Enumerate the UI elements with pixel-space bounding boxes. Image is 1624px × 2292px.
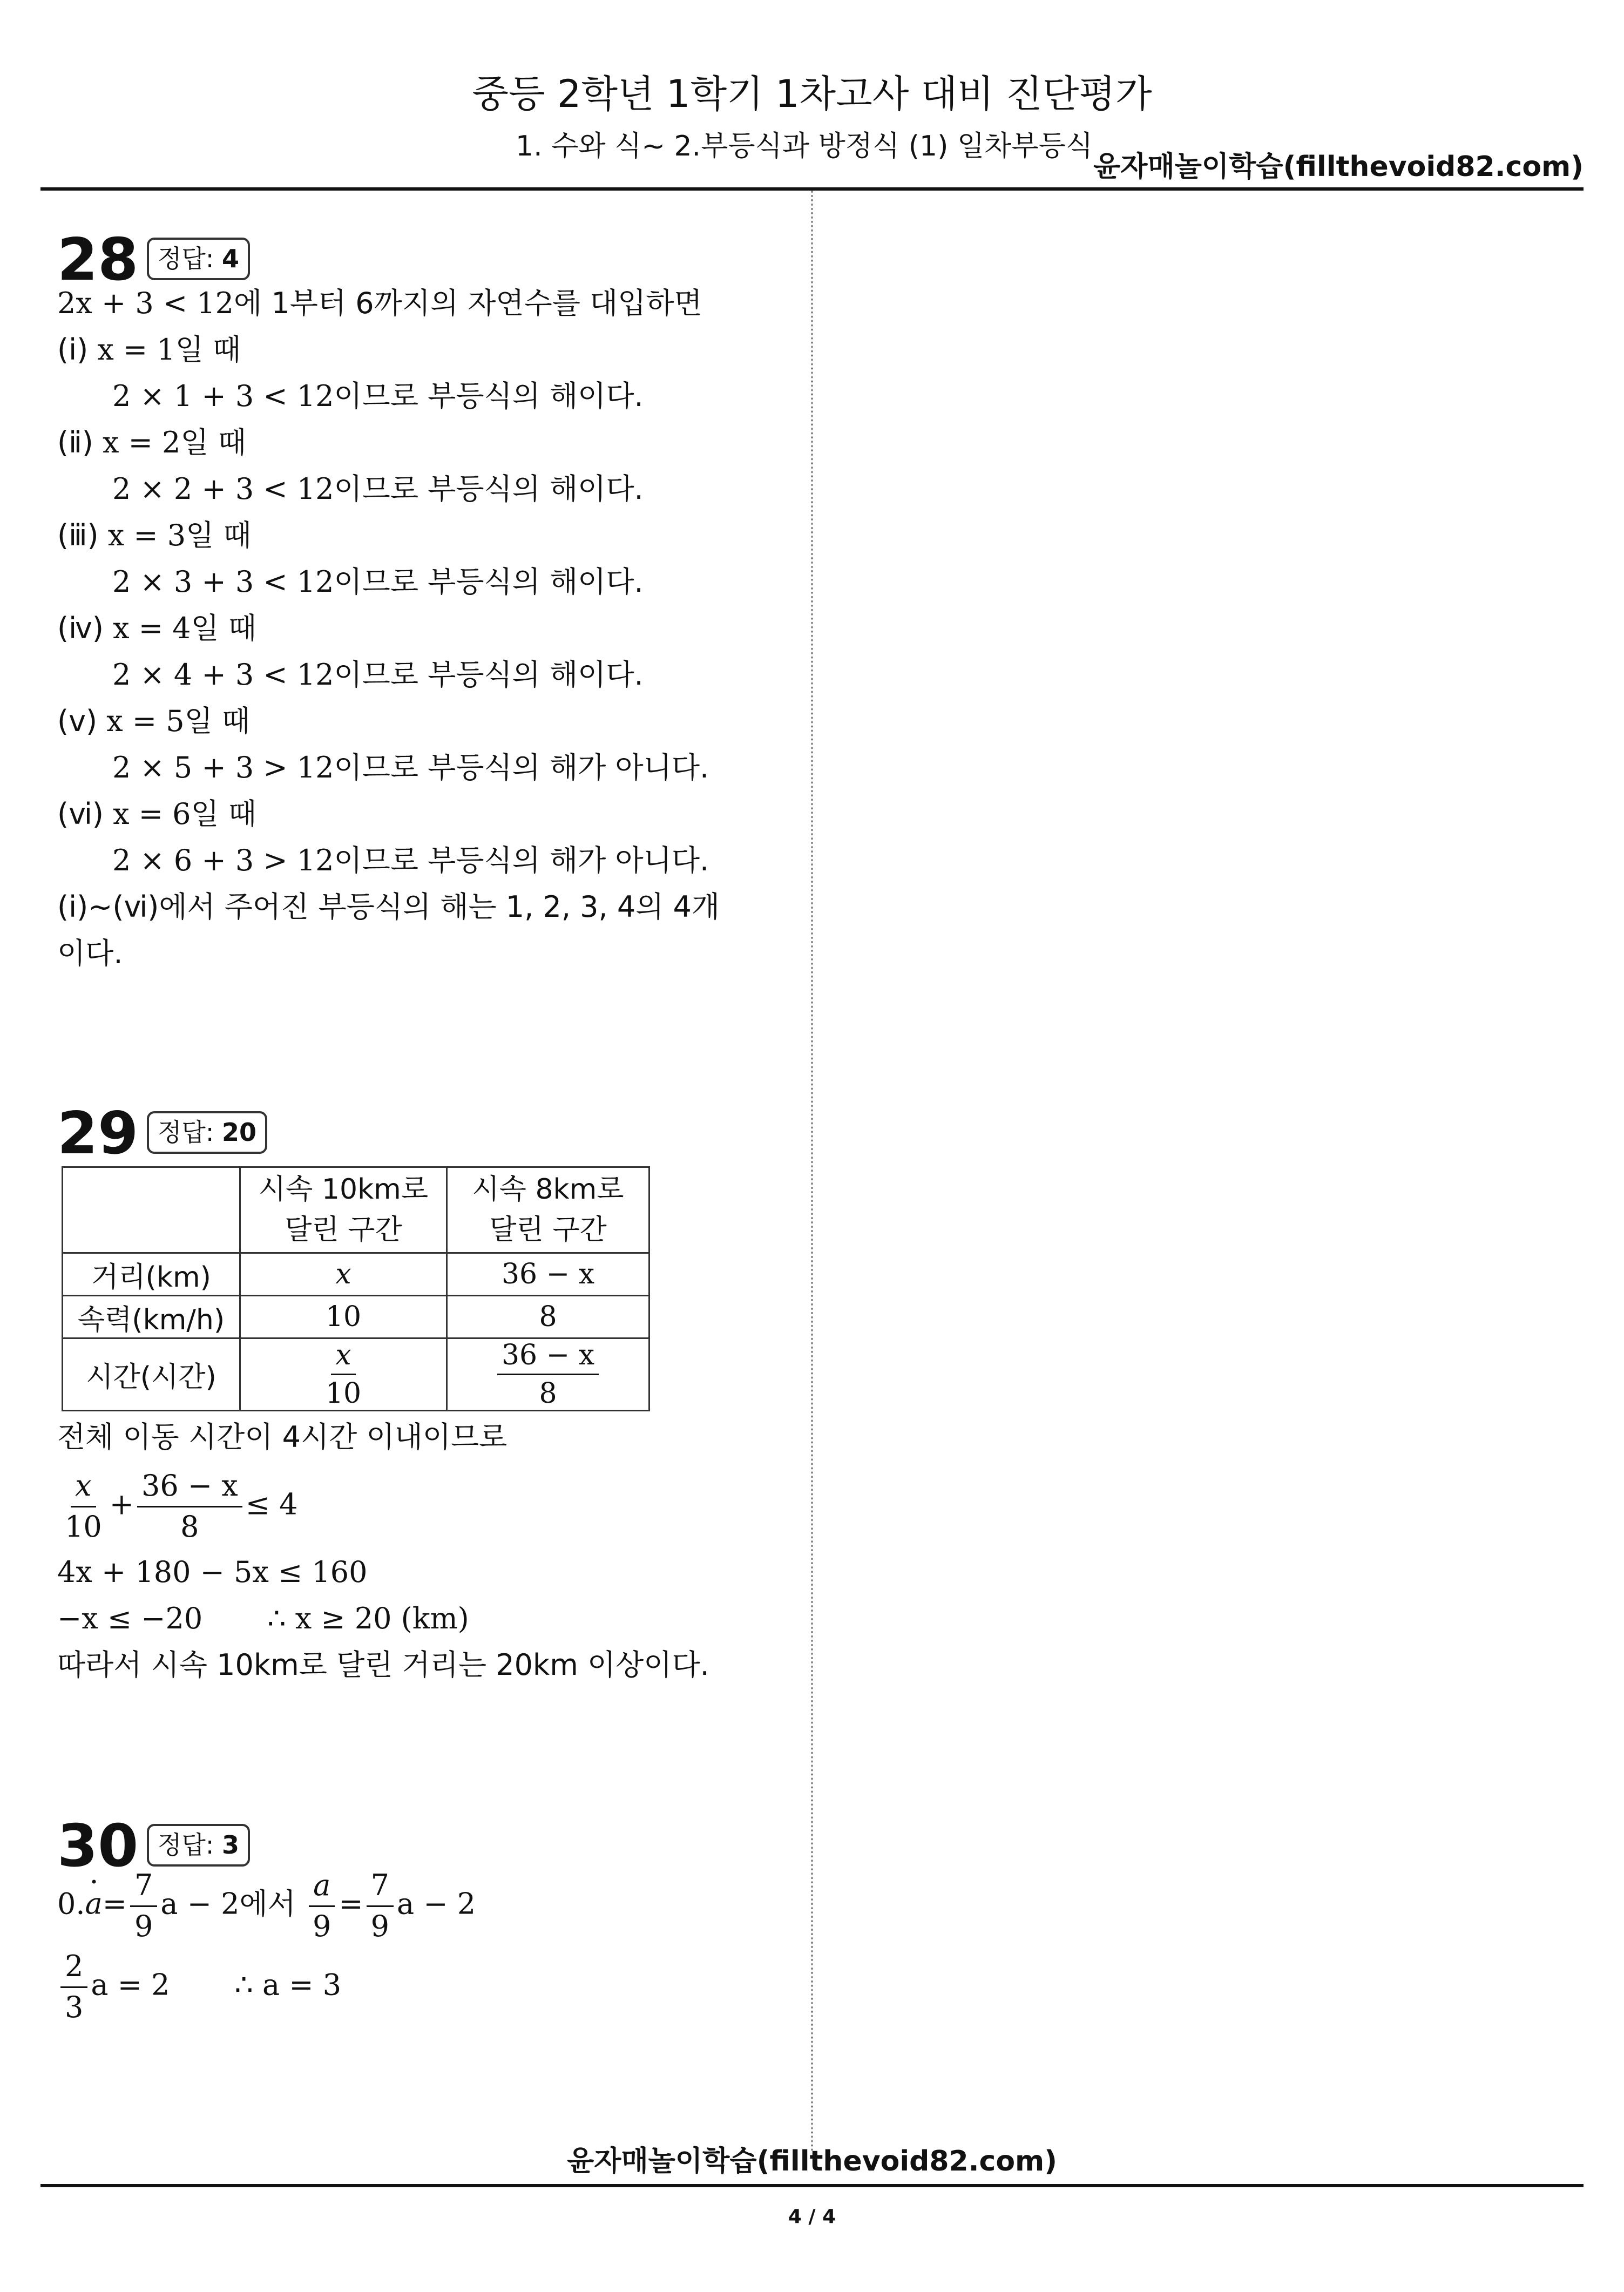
case-label: (ⅰ)	[57, 333, 89, 367]
solution-line: 따라서 시속 10km로 달린 거리는 20km 이상이다.	[57, 1648, 709, 1682]
table-row-label: 시간(시간)	[63, 1338, 240, 1411]
answer-label: 정답:	[158, 1118, 222, 1147]
case-label: (ⅴ)	[57, 704, 98, 738]
fraction	[130, 1868, 157, 1944]
solution-line	[57, 1868, 476, 1944]
solution-line: 4x + 180 − 5x ≤ 160	[57, 1555, 368, 1589]
case-label: (ⅵ)	[57, 797, 104, 831]
math-expression: x = 6	[113, 797, 191, 831]
fraction-numerator: a	[309, 1868, 335, 1907]
solution-text: 이므로 부등식의 해가 아니다.	[334, 843, 709, 877]
solution-text: 에 1부터 6까지의 자연수를 대입하면	[234, 286, 702, 320]
math-expression: =	[339, 1887, 363, 1921]
solution-line	[57, 1601, 469, 1637]
solution-text: 일 때	[186, 518, 252, 552]
table-header-line: 시속 8km로	[472, 1173, 624, 1206]
table-header-line: 달린 구간	[285, 1214, 402, 1246]
problem-number: 29	[57, 1100, 139, 1167]
solution-line: $\frac{x}{10}$ + $\frac{36 - x}{8}$ ≤ 4	[57, 1469, 298, 1545]
case-line	[57, 611, 256, 646]
fraction-numerator: 36 − x	[497, 1339, 599, 1375]
fraction-denominator: 3	[65, 1990, 84, 2024]
solution-text: 이므로 부등식의 해이다.	[334, 379, 644, 413]
case-label: (ⅱ)	[57, 425, 93, 459]
fraction-numerator: x	[71, 1469, 96, 1507]
math-expression: x = 2	[103, 425, 181, 459]
math-expression: x = 5	[106, 704, 185, 738]
page-subtitle: 1. 수와 식~ 2.부등식과 방정식 (1) 일차부등식	[516, 130, 1093, 163]
fraction	[321, 1339, 366, 1410]
math-expression: 0.	[57, 1887, 85, 1921]
answer-label: 정답:	[158, 244, 222, 273]
solution-text: 이므로 부등식의 해이다.	[334, 565, 644, 599]
fraction-numerator: 36 − x	[137, 1469, 242, 1507]
solution-text: 일 때	[184, 704, 251, 738]
fraction-denominator: 9	[134, 1909, 153, 1943]
math-expression: a = 2	[91, 1968, 170, 2002]
header-brand: 윤자매놀이학습(fillthevoid82.com)	[1093, 151, 1584, 183]
math-expression: 2 × 6 + 3 > 12	[112, 843, 334, 877]
problem-number: 30	[57, 1813, 139, 1880]
solution-line	[112, 565, 644, 600]
solution-text: 이므로 부등식의 해가 아니다.	[334, 751, 709, 785]
case-line	[57, 425, 246, 461]
footer-brand: 윤자매놀이학습(fillthevoid82.com)	[566, 2145, 1057, 2178]
column-divider	[811, 191, 813, 2153]
table-cell: x	[240, 1253, 447, 1296]
table-row-label: 속력(km/h)	[63, 1296, 240, 1338]
page-number: 4 / 4	[788, 2206, 836, 2228]
answer-value: 20	[222, 1118, 257, 1147]
answer-value: 3	[222, 1830, 240, 1860]
case-line	[57, 518, 252, 553]
math-expression: ≤ 4	[245, 1487, 298, 1522]
math-expression: x = 3	[107, 518, 186, 552]
fraction	[308, 1868, 335, 1944]
math-expression: 2 × 4 + 3 < 12	[112, 658, 334, 692]
fraction-numerator: x	[331, 1339, 355, 1375]
math-expression: 2x + 3 < 12	[57, 286, 234, 320]
table-header-cell	[240, 1167, 447, 1253]
table-header-line: 달린 구간	[489, 1214, 607, 1246]
solution-line	[112, 658, 644, 693]
solution-text: 일 때	[180, 425, 246, 459]
case-line	[57, 797, 256, 832]
fraction-denominator: 8	[180, 1509, 199, 1544]
math-expression: a − 2	[396, 1887, 476, 1921]
math-expression: =	[102, 1887, 127, 1921]
answer-box	[147, 1111, 267, 1154]
solution-line: 전체 이동 시간이 4시간 이내이므로	[57, 1420, 508, 1454]
fraction	[60, 1949, 87, 2025]
math-expression: 2 × 2 + 3 < 12	[112, 472, 334, 506]
answer-label: 정답:	[158, 1830, 222, 1860]
solution-text: 이므로 부등식의 해이다.	[334, 472, 644, 506]
solution-line	[112, 751, 709, 786]
table-cell: 10	[240, 1296, 447, 1338]
fraction-denominator: 10	[65, 1509, 102, 1544]
solution-text: 일 때	[191, 611, 257, 645]
table-header-cell	[447, 1167, 649, 1253]
solution-line: 이다.	[57, 936, 123, 970]
problem-number: 28	[57, 226, 139, 294]
speed-table	[62, 1166, 650, 1411]
math-expression: x = 4	[113, 611, 191, 645]
fraction	[60, 1469, 106, 1545]
table-row	[63, 1253, 649, 1296]
case-label: (ⅲ)	[57, 518, 99, 552]
table-cell	[240, 1338, 447, 1411]
math-expression: −x ≤ −20	[57, 1601, 203, 1635]
fraction-numerator: 2	[60, 1949, 87, 1988]
table-cell	[447, 1338, 649, 1411]
solution-text: 일 때	[175, 333, 241, 367]
table-row-label: 거리(km)	[63, 1253, 240, 1296]
solution-text: 에서	[239, 1887, 296, 1921]
table-cell: 36 − x	[447, 1253, 649, 1296]
solution-line	[57, 286, 702, 321]
fraction-numerator: 7	[367, 1868, 394, 1907]
answer-value: 4	[222, 244, 240, 273]
fraction	[137, 1469, 242, 1545]
math-expression: 2 × 5 + 3 > 12	[112, 751, 334, 785]
case-line	[57, 333, 241, 368]
footer-rule	[40, 2184, 1584, 2187]
table-row	[63, 1338, 649, 1411]
repeating-digit: · a	[85, 1887, 103, 1922]
math-expression: x = 1	[97, 333, 175, 367]
fraction	[367, 1868, 394, 1944]
fraction-denominator: 9	[370, 1909, 389, 1943]
table-corner-cell	[63, 1167, 240, 1253]
case-label: (ⅳ)	[57, 611, 104, 645]
solution-line	[112, 379, 644, 414]
solution-line: (ⅰ)~(ⅵ)에서 주어진 부등식의 해는 1, 2, 3, 4의 4개	[57, 890, 720, 924]
fraction-denominator: 8	[539, 1377, 557, 1410]
math-expression: 2 × 3 + 3 < 12	[112, 565, 334, 599]
math-expression: a − 2	[160, 1887, 240, 1921]
math-expression: ∴ x ≥ 20 (km)	[267, 1601, 469, 1635]
math-expression: ∴ a = 3	[234, 1968, 342, 2002]
page-title: 중등 2학년 1학기 1차고사 대비 진단평가	[472, 72, 1152, 116]
solution-line	[112, 472, 644, 507]
answer-box	[147, 1824, 250, 1867]
solution-line	[57, 1949, 341, 2025]
table-header-line: 시속 10km로	[258, 1173, 429, 1206]
solution-line	[112, 843, 709, 878]
fraction-denominator: 10	[325, 1377, 362, 1410]
solution-text: 일 때	[191, 797, 256, 831]
table-row	[63, 1296, 649, 1338]
fraction-denominator: 9	[312, 1909, 331, 1943]
answer-box	[147, 238, 250, 280]
math-expression: 2 × 1 + 3 < 12	[112, 379, 334, 413]
fraction-numerator: 7	[130, 1868, 157, 1907]
table-cell: 8	[447, 1296, 649, 1338]
solution-text: 이므로 부등식의 해이다.	[334, 658, 644, 692]
fraction	[497, 1339, 599, 1410]
case-line	[57, 704, 250, 739]
